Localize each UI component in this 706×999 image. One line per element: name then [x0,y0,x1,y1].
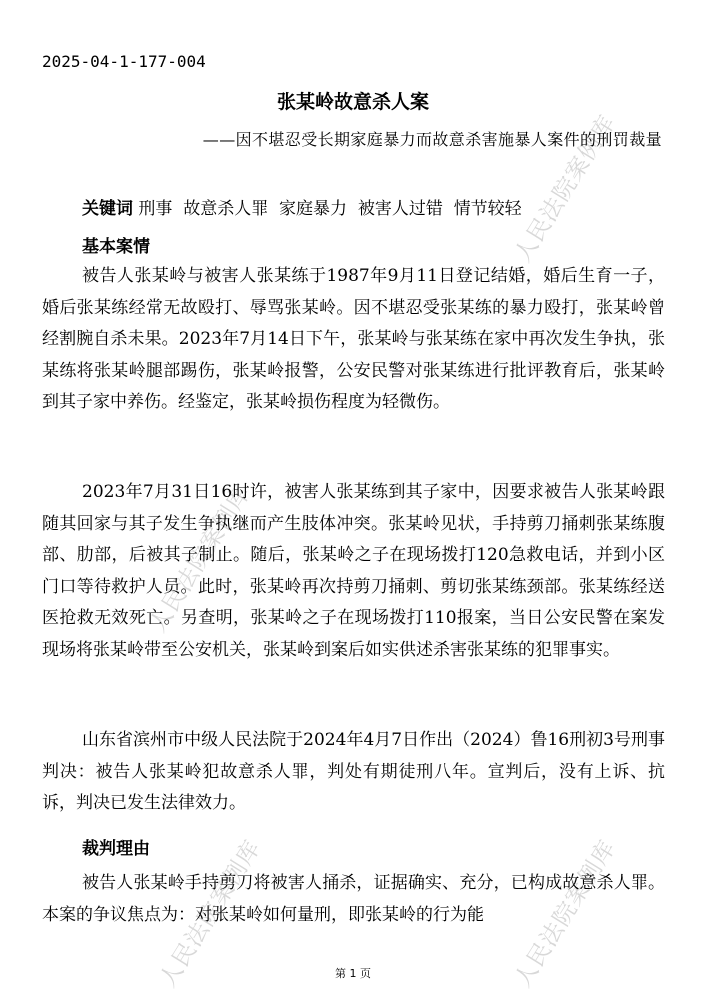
section-heading-reasoning: 裁判理由 [82,839,150,859]
watermark: 人民法院案例库 [145,480,257,637]
document-id: 2025-04-1-177-004 [42,52,206,71]
page-title: 张某岭故意杀人案 [276,91,429,113]
paragraph: 被告人张某岭手持剪刀将被害人捅杀，证据确实、充分，已构成故意杀人罪。本案的争议焦点为：对张某岭如何量刑，即张某岭的行为能 [42,873,665,925]
paragraph: 山东省滨州市中级人民法院于2024年4月7日作出（2024）鲁16刑初3号刑事判决：被告人张某岭犯故意杀人罪，判处有期徒刑八年。宣判后，没有上诉、抗诉，判决已发生法律效力。 [42,730,665,813]
paragraph: 2023年7月31日16时许，被害人张某练到其子家中，因要求被告人张某岭跟随其回家与其子发生争执继而产生肢体冲突。张某岭见状，手持剪刀捅刺张某练腹部、肋部，后被其子制止。随后，张某岭之子在现场拨打120急救电话，并到小区门口等待救护人员。此时，张某岭再次持剪刀捅刺、剪切张某练颈部。张某练经送医抢救无效死亡。另查明，张某岭之子在现场拨打110报案，当日公安民警在案发现场将张某岭带至公安机关，张某岭到案后如实供述杀害张某练的犯罪事实。 [42,482,665,660]
watermark: 人民法院案例库 [510,835,622,992]
section-heading-basic-facts: 基本案情 [82,237,150,257]
keywords-text: 刑事 故意杀人罪 家庭暴力 被害人过错 情节较轻 [138,199,522,219]
paragraph: 被告人张某岭与被害人张某练于1987年9月11日登记结婚，婚后生育一子，婚后张某练经常无故殴打、辱骂张某岭。因不堪忍受张某练的暴力殴打，张某岭曾经割腕自杀未果。2023年7月14日下午，张某岭与张某练在家中再次发生争执，张某练将张某岭腿部踢伤，张某岭报警，公安民警对张某练进行批评教育后，张某岭到其子家中养伤。经鉴定，张某岭损伤程度为轻微伤。 [42,266,665,412]
keywords-label: 关键词 [82,199,133,219]
watermark: 人民法院案例库 [155,835,267,992]
watermark: 人民法院案例库 [510,110,622,267]
page-subtitle: ——因不堪忍受长期家庭暴力而故意杀害施暴人案件的刑罚裁量 [202,130,662,149]
keywords-line [82,194,522,219]
page-number: 第 1 页 [335,967,371,980]
